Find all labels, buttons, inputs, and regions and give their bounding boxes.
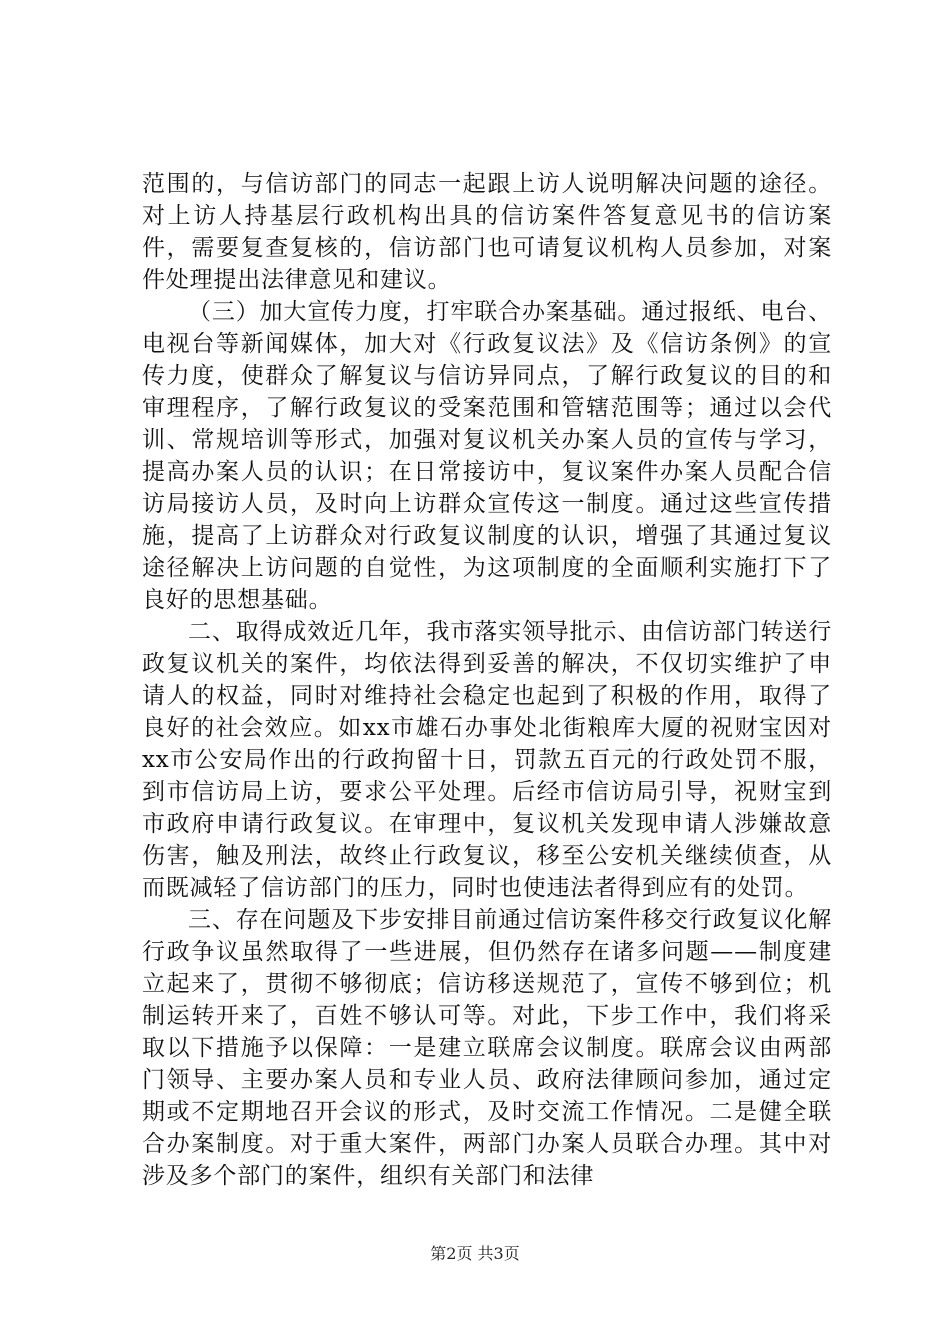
paragraph-results: 二、取得成效近几年，我市落实领导批示、由信访部门转送行政复议机关的案件，均依法得到妥善的解决，不仅切实维护了申请人的权益，同时对维持社会稳定也起到了积极的作用，取得了良好的社会效应。如xx市雄石办事处北街粮库大厦的祝财宝因对xx市公安局作出的行政拘留十日，罚款五百元的行政处罚不服，到市信访局上访，要求公平处理。后经市信访局引导，祝财宝到市政府申请行政复议。在审理中，复议机关发现申请人涉嫌故意伤害，触及刑法，故终止行政复议，移至公安机关继续侦查，从而既减轻了信访部门的压力，同时也使违法者得到应有的处罚。 xyxy=(142,619,832,901)
page-number-label: 第2页 共3页 xyxy=(430,1244,520,1263)
paragraph-problems: 三、存在问题及下步安排目前通过信访案件移交行政复议化解行政争议虽然取得了一些进展，但仍然存在诸多问题——制度建立起来了，贯彻不够彻底；信访移送规范了，宣传不够到位；机制运转开来了，百姓不够认可等。对此，下步工作中，我们将采取以下措施予以保障：一是建立联席会议制度。联席会议由两部门领导、主要办案人员和专业人员、政府法律顾问参加，通过定期或不定期地召开会议的形式，及时交流工作情况。二是健全联合办案制度。对于重大案件，两部门办案人员联合办理。其中对涉及多个部门的案件，组织有关部门和法律 xyxy=(142,907,832,1189)
document-body xyxy=(142,168,832,1192)
paragraph-publicity: （三）加大宣传力度，打牢联合办案基础。通过报纸、电台、电视台等新闻媒体，加大对《行政复议法》及《信访条例》的宣传力度，使群众了解复议与信访异同点，了解行政复议的目的和审理程序，了解行政复议的受案范围和管辖范围等；通过以会代训、常规培训等形式，加强对复议机关办案人员的宣传与学习，提高办案人员的认识；在日常接访中，复议案件办案人员配合信访局接访人员，及时向上访群众宣传这一制度。通过这些宣传措施，提高了上访群众对行政复议制度的认识，增强了其通过复议途径解决上访问题的自觉性，为这项制度的全面顺利实施打下了良好的思想基础。 xyxy=(142,299,832,613)
page-footer xyxy=(0,1244,950,1264)
paragraph-continuation: 范围的，与信访部门的同志一起跟上访人说明解决问题的途径。对上访人持基层行政机构出具的信访案件答复意见书的信访案件，需要复查复核的，信访部门也可请复议机构人员参加，对案件处理提出法律意见和建议。 xyxy=(142,171,832,293)
